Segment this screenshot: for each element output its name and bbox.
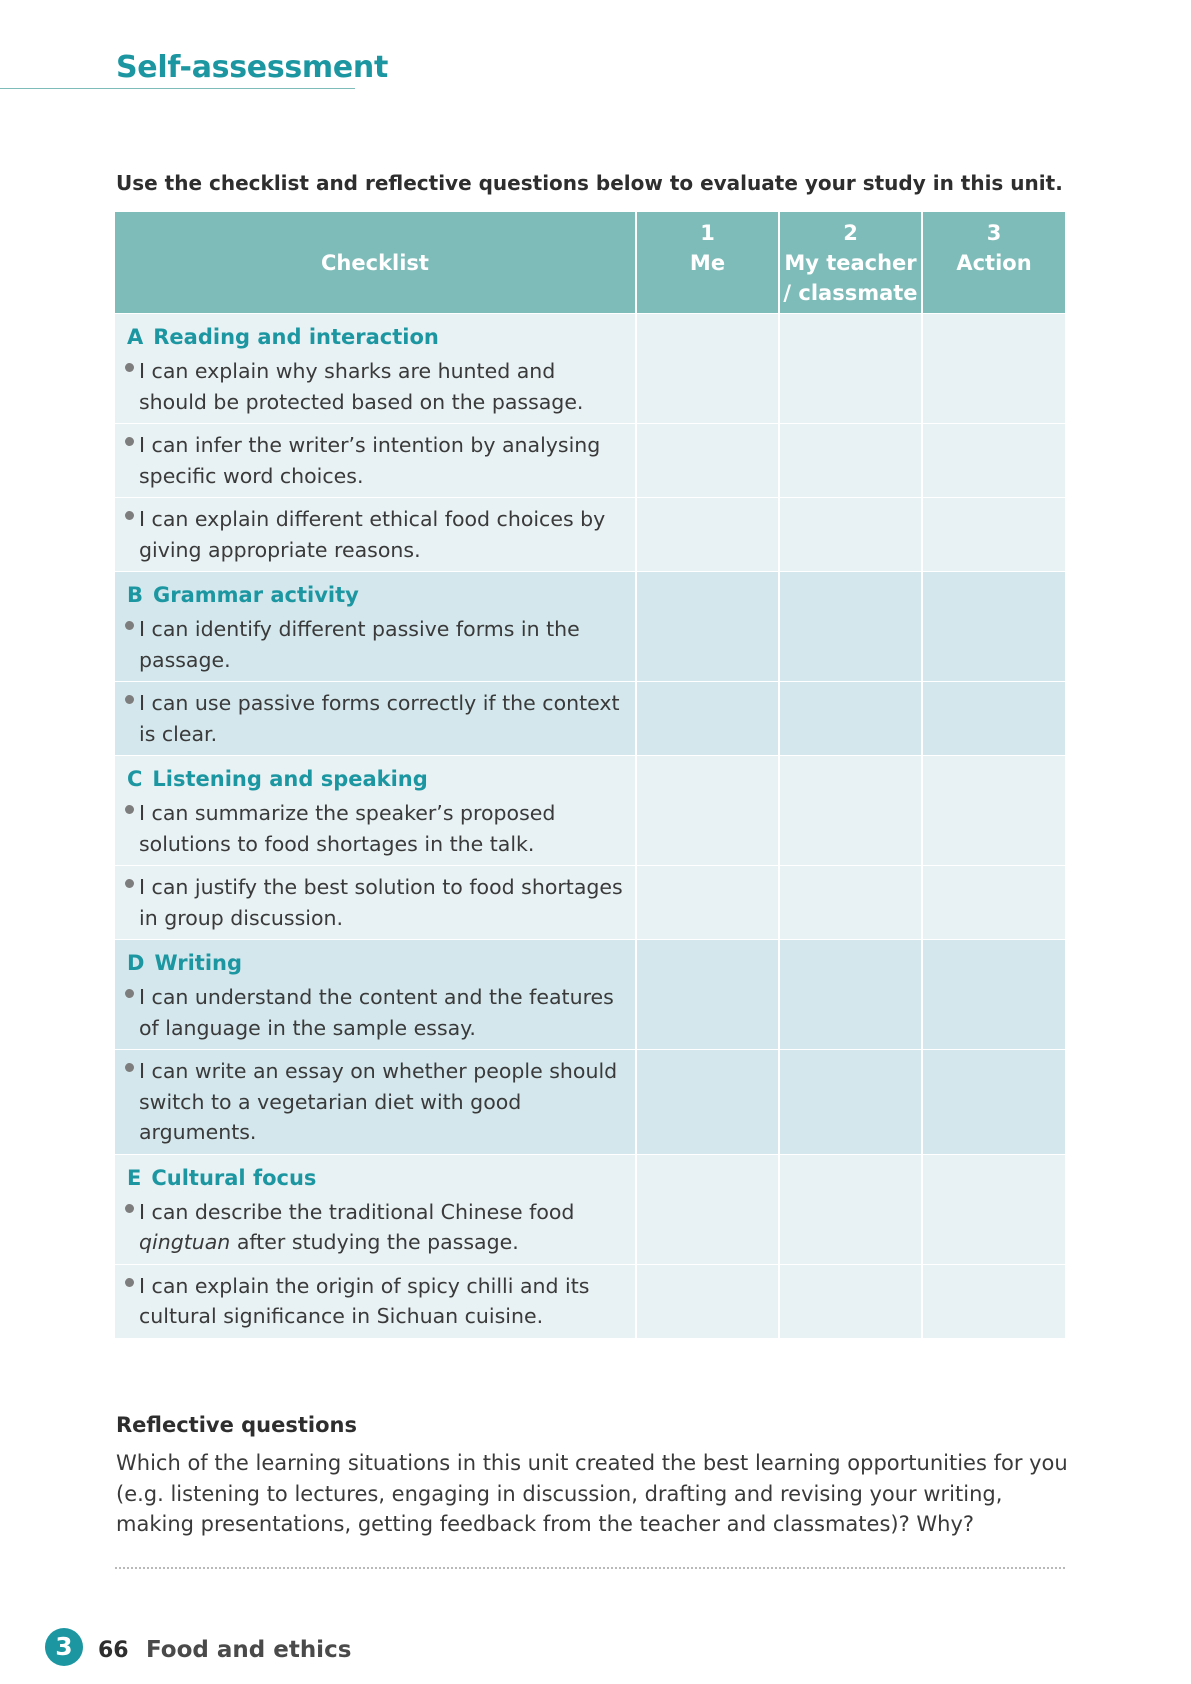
teacher-cell[interactable] [779, 314, 922, 424]
table-row [115, 572, 1065, 682]
header-col-me-label: Me [689, 251, 726, 275]
teacher-cell[interactable] [779, 498, 922, 572]
bullet-icon [125, 621, 134, 630]
action-cell[interactable] [922, 866, 1065, 940]
checklist-cell [115, 1264, 636, 1338]
me-cell[interactable] [636, 314, 779, 424]
teacher-cell[interactable] [779, 1154, 922, 1264]
checklist-cell [115, 498, 636, 572]
reflective-questions-title: Reflective questions [116, 1413, 357, 1437]
checklist-item: I can describe the traditional Chinese food qingtuan after studying the passage. [115, 1193, 635, 1264]
me-cell[interactable] [636, 1154, 779, 1264]
table-row [115, 866, 1065, 940]
bullet-icon [125, 805, 134, 814]
page-heading: Self-assessment [116, 50, 389, 85]
teacher-cell[interactable] [779, 424, 922, 498]
me-cell[interactable] [636, 1264, 779, 1338]
bullet-icon [125, 695, 134, 704]
header-col-action [922, 212, 1065, 314]
header-col-teacher-number: 2 [843, 221, 858, 245]
checklist-item: I can explain why sharks are hunted and should be protected based on the passage. [115, 352, 635, 423]
table-row [115, 940, 1065, 1050]
unit-number-badge: 3 [45, 1628, 83, 1666]
me-cell[interactable] [636, 756, 779, 866]
section-title-c: C Listening and speaking [127, 767, 428, 791]
checklist-cell [115, 314, 636, 424]
table-row [115, 314, 1065, 424]
action-cell[interactable] [922, 572, 1065, 682]
me-cell[interactable] [636, 572, 779, 682]
action-cell[interactable] [922, 682, 1065, 756]
me-cell[interactable] [636, 1050, 779, 1155]
action-cell[interactable] [922, 498, 1065, 572]
checklist-cell [115, 572, 636, 682]
bullet-icon [125, 363, 134, 372]
table-row [115, 424, 1065, 498]
teacher-cell[interactable] [779, 866, 922, 940]
bullet-icon [125, 437, 134, 446]
checklist-cell [115, 1050, 636, 1155]
table-header-row [115, 212, 1065, 314]
teacher-cell[interactable] [779, 682, 922, 756]
checklist-item: I can identify different passive forms in the passage. [115, 610, 635, 681]
header-checklist: Checklist [115, 212, 636, 314]
header-col-me-number: 1 [700, 221, 715, 245]
checklist-cell [115, 866, 636, 940]
teacher-cell[interactable] [779, 572, 922, 682]
action-cell[interactable] [922, 940, 1065, 1050]
table-row [115, 756, 1065, 866]
heading-underline [0, 88, 355, 89]
bullet-icon [125, 879, 134, 888]
reflective-question-text: Which of the learning situations in this unit created the best learning opportunities for you (e.g. listening to lectures, engaging in discussion, drafting and revising your writing, making presentations, getting feedback from the teacher and classmates)? Why? [116, 1451, 1068, 1536]
header-col-me [636, 212, 779, 314]
section-title-b: B Grammar activity [127, 583, 359, 607]
teacher-cell[interactable] [779, 940, 922, 1050]
checklist-item: I can explain the origin of spicy chilli and its cultural significance in Sichuan cuisine. [115, 1265, 635, 1338]
teacher-cell[interactable] [779, 1264, 922, 1338]
bullet-icon [125, 1063, 134, 1072]
action-cell[interactable] [922, 314, 1065, 424]
header-col-action-number: 3 [986, 221, 1002, 245]
me-cell[interactable] [636, 940, 779, 1050]
instruction-text: Use the checklist and reflective questions below to evaluate your study in this unit. [116, 171, 1063, 195]
checklist-item: I can write an essay on whether people should switch to a vegetarian diet with good arguments. [115, 1050, 635, 1154]
checklist-item: I can explain different ethical food choices by giving appropriate reasons. [115, 498, 635, 571]
unit-title: Food and ethics [146, 1637, 352, 1663]
table-row [115, 498, 1065, 572]
me-cell[interactable] [636, 424, 779, 498]
checklist-cell [115, 682, 636, 756]
checklist-item: I can infer the writer’s intention by analysing specific word choices. [115, 424, 635, 497]
checklist-cell [115, 940, 636, 1050]
me-cell[interactable] [636, 866, 779, 940]
bullet-icon [125, 989, 134, 998]
answer-line[interactable] [115, 1567, 1065, 1569]
checklist-item: I can summarize the speaker’s proposed solutions to food shortages in the talk. [115, 794, 635, 865]
section-title-e: E Cultural focus [127, 1165, 317, 1190]
checklist-table [115, 212, 1065, 1338]
action-cell[interactable] [922, 424, 1065, 498]
action-cell[interactable] [922, 1264, 1065, 1338]
header-col-teacher-label: My teacher / classmate [783, 251, 918, 305]
table-row [115, 1264, 1065, 1338]
table-row [115, 1154, 1065, 1264]
checklist-item: I can understand the content and the features of language in the sample essay. [115, 978, 635, 1049]
me-cell[interactable] [636, 498, 779, 572]
checklist-cell [115, 756, 636, 866]
header-col-action-label: Action [956, 251, 1032, 275]
checklist-cell [115, 424, 636, 498]
checklist-item: I can justify the best solution to food shortages in group discussion. [115, 866, 635, 939]
table-row [115, 1050, 1065, 1155]
section-title-a: A Reading and interaction [127, 325, 439, 349]
section-title-d: D Writing [127, 951, 243, 975]
teacher-cell[interactable] [779, 1050, 922, 1155]
bullet-icon [125, 511, 134, 520]
bullet-icon [125, 1204, 134, 1213]
table-row [115, 682, 1065, 756]
action-cell[interactable] [922, 1154, 1065, 1264]
checklist-item: I can use passive forms correctly if the context is clear. [115, 682, 635, 755]
checklist-cell [115, 1154, 636, 1264]
action-cell[interactable] [922, 756, 1065, 866]
bullet-icon [125, 1278, 134, 1287]
header-col-teacher [779, 212, 922, 314]
me-cell[interactable] [636, 682, 779, 756]
page-number: 66 [98, 1638, 129, 1663]
teacher-cell[interactable] [779, 756, 922, 866]
action-cell[interactable] [922, 1050, 1065, 1155]
